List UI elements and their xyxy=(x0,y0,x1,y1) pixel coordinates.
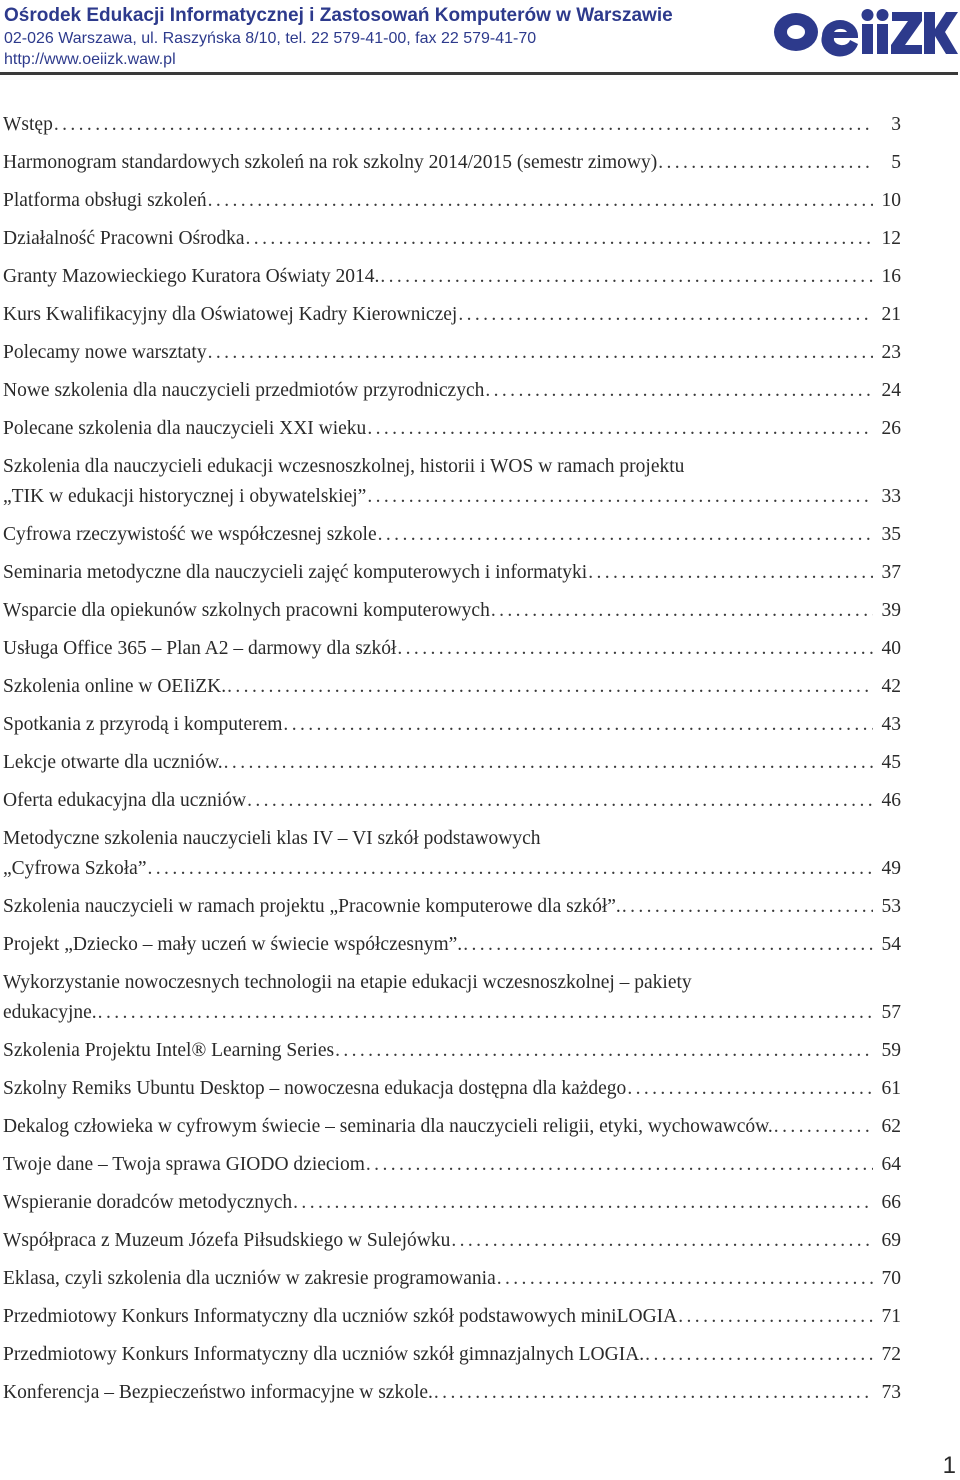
toc-entry[interactable] xyxy=(3,1228,901,1254)
toc-dot-leader xyxy=(451,1228,873,1254)
toc-dot-leader xyxy=(246,226,873,252)
toc-entry[interactable] xyxy=(3,712,901,738)
toc-entry-title: „TIK w edukacji historycznej i obywatelskiej” xyxy=(3,486,367,507)
toc-dot-leader xyxy=(622,894,873,920)
toc-entry[interactable] xyxy=(3,636,901,662)
toc-dot-leader xyxy=(208,188,873,214)
toc-entry-line xyxy=(3,302,901,328)
toc-entry[interactable] xyxy=(3,1190,901,1216)
toc-entry-page: 62 xyxy=(881,1116,901,1137)
toc-dot-leader xyxy=(491,598,873,624)
toc-entry-line xyxy=(3,340,901,366)
toc-dot-leader xyxy=(485,378,873,404)
toc-entry-line xyxy=(3,188,901,214)
toc-entry-page: 72 xyxy=(881,1344,901,1365)
toc-entry-line xyxy=(3,378,901,404)
toc-entry-line xyxy=(3,416,901,442)
toc-entry-page: 40 xyxy=(881,638,901,659)
toc-dot-leader xyxy=(148,856,874,882)
toc-entry-title: Nowe szkolenia dla nauczycieli przedmiotów przyrodniczych xyxy=(3,380,485,401)
toc-entry[interactable] xyxy=(3,340,901,366)
toc-entry[interactable] xyxy=(3,970,901,1026)
toc-dot-leader xyxy=(98,1000,873,1026)
toc-entry-line xyxy=(3,484,901,510)
toc-entry[interactable] xyxy=(3,1304,901,1330)
toc-entry-title: Lekcje otwarte dla uczniów. xyxy=(3,752,223,773)
toc-dot-leader xyxy=(54,112,873,138)
toc-entry[interactable] xyxy=(3,1076,901,1102)
toc-entry-title: Eklasa, czyli szkolenia dla uczniów w zakresie programowania xyxy=(3,1268,496,1289)
toc-dot-leader xyxy=(397,636,873,662)
toc-entry-page: 10 xyxy=(881,190,901,211)
toc-entry-page: 59 xyxy=(881,1040,901,1061)
toc-entry[interactable] xyxy=(3,416,901,442)
toc-entry-line xyxy=(3,1228,901,1254)
toc-entry-title: Wsparcie dla opiekunów szkolnych pracowni komputerowych xyxy=(3,600,490,621)
toc-entry-title: Seminaria metodyczne dla nauczycieli zajęć komputerowych i informatyki xyxy=(3,562,588,583)
toc-entry-line xyxy=(3,1076,901,1102)
toc-entry-title: Wstęp xyxy=(3,114,53,135)
toc-entry-title: Konferencja – Bezpieczeństwo informacyjne w szkole. xyxy=(3,1382,433,1403)
toc-entry-title-line: Metodyczne szkolenia nauczycieli klas IV – VI szkół podstawowych xyxy=(3,828,541,849)
toc-entry-line xyxy=(3,1266,901,1292)
toc-entry-line xyxy=(3,1342,901,1368)
org-address: 02-026 Warszawa, ul. Raszyńska 8/10, tel. 22 579-41-00, fax 22 579-41-70 xyxy=(4,30,537,47)
toc-entry-title: Szkolenia Projektu Intel® Learning Series xyxy=(3,1040,335,1061)
toc-entry-page: 64 xyxy=(881,1154,901,1175)
toc-entry-title: „Cyfrowa Szkoła” xyxy=(3,858,147,879)
toc-entry[interactable] xyxy=(3,226,901,252)
toc-dot-leader xyxy=(458,302,873,328)
toc-entry-title: Projekt „Dziecko – mały uczeń w świecie współczesnym”. xyxy=(3,934,463,955)
toc-entry-page: 24 xyxy=(881,380,901,401)
toc-entry-page: 73 xyxy=(881,1382,901,1403)
toc-dot-leader xyxy=(293,1190,873,1216)
toc-entry-title: Działalność Pracowni Ośrodka xyxy=(3,228,245,249)
toc-entry-line xyxy=(3,112,901,138)
toc-entry-page: 12 xyxy=(881,228,901,249)
toc-entry-title: Cyfrowa rzeczywistość we współczesnej szkole xyxy=(3,524,377,545)
toc-entry-title: Dekalog człowieka w cyfrowym świecie – seminaria dla nauczycieli religii, etyki, wychowawców. xyxy=(3,1116,773,1137)
toc-entry[interactable] xyxy=(3,454,901,510)
toc-entry-page: 26 xyxy=(881,418,901,439)
toc-dot-leader xyxy=(497,1266,873,1292)
toc-entry[interactable] xyxy=(3,1038,901,1064)
toc-entry-line xyxy=(3,636,901,662)
toc-entry-title: Współpraca z Muzeum Józefa Piłsudskiego w Sulejówku xyxy=(3,1230,451,1251)
toc-entry-page: 39 xyxy=(881,600,901,621)
toc-entry-line xyxy=(3,932,901,958)
toc-entry-page: 53 xyxy=(881,896,901,917)
toc-entry[interactable] xyxy=(3,932,901,958)
toc-dot-leader xyxy=(774,1114,873,1140)
toc-entry[interactable] xyxy=(3,750,901,776)
toc-entry-page: 54 xyxy=(881,934,901,955)
toc-entry[interactable] xyxy=(3,1152,901,1178)
toc-entry-page: 43 xyxy=(881,714,901,735)
toc-entry-page: 23 xyxy=(881,342,901,363)
toc-entry-line xyxy=(3,1114,901,1140)
toc-dot-leader xyxy=(627,1076,873,1102)
toc-entry[interactable] xyxy=(3,1380,901,1406)
toc-entry-title: Wspieranie doradców metodycznych xyxy=(3,1192,293,1213)
toc-dot-leader xyxy=(658,150,873,176)
toc-entry-title-line: Szkolenia dla nauczycieli edukacji wczesnoszkolnej, historii i WOS w ramach projektu xyxy=(3,456,685,477)
header-text xyxy=(4,4,673,70)
toc-entry-line xyxy=(3,1304,901,1330)
toc-entry[interactable] xyxy=(3,302,901,328)
toc-entry-page: 61 xyxy=(881,1078,901,1099)
toc-entry-line xyxy=(3,522,901,548)
toc-entry[interactable] xyxy=(3,188,901,214)
toc-entry[interactable] xyxy=(3,1114,901,1140)
toc-entry-title: Oferta edukacyjna dla uczniów xyxy=(3,790,247,811)
toc-entry-page: 71 xyxy=(881,1306,901,1327)
toc-dot-leader xyxy=(645,1342,873,1368)
table-of-contents xyxy=(3,112,901,1418)
toc-dot-leader xyxy=(367,484,873,510)
toc-entry-title: Szkolny Remiks Ubuntu Desktop – nowoczesna edukacja dostępna dla każdego xyxy=(3,1078,627,1099)
toc-entry-page: 16 xyxy=(881,266,901,287)
page-header xyxy=(0,0,960,76)
toc-entry[interactable] xyxy=(3,788,901,814)
toc-entry[interactable] xyxy=(3,522,901,548)
toc-entry-title: Spotkania z przyrodą i komputerem xyxy=(3,714,283,735)
toc-entry-line xyxy=(3,150,901,176)
toc-entry-page: 37 xyxy=(881,562,901,583)
toc-entry-line xyxy=(3,1000,901,1026)
toc-dot-leader xyxy=(227,674,873,700)
toc-entry-title: Platforma obsługi szkoleń xyxy=(3,190,207,211)
org-url[interactable]: http://www.oeiizk.waw.pl xyxy=(4,51,176,68)
toc-entry-line xyxy=(3,1190,901,1216)
toc-entry-title: Twoje dane – Twoja sprawa GIODO dzieciom xyxy=(3,1154,365,1175)
toc-entry-page: 69 xyxy=(881,1230,901,1251)
toc-entry-title: Przedmiotowy Konkurs Informatyczny dla uczniów szkół podstawowych miniLOGIA xyxy=(3,1306,678,1327)
toc-entry-title: Polecamy nowe warsztaty xyxy=(3,342,207,363)
toc-entry[interactable] xyxy=(3,674,901,700)
toc-dot-leader xyxy=(588,560,873,586)
toc-dot-leader xyxy=(283,712,873,738)
toc-dot-leader xyxy=(678,1304,873,1330)
toc-dot-leader xyxy=(335,1038,873,1064)
toc-entry-page: 66 xyxy=(881,1192,901,1213)
toc-entry-line xyxy=(3,264,901,290)
toc-entry-title: Kurs Kwalifikacyjny dla Oświatowej Kadry Kierowniczej xyxy=(3,304,458,325)
toc-entry-line xyxy=(3,674,901,700)
toc-dot-leader xyxy=(434,1380,873,1406)
org-name: Ośrodek Edukacji Informatycznej i Zastosowań Komputerów w Warszawie xyxy=(4,5,673,26)
toc-entry-page: 33 xyxy=(881,486,901,507)
toc-entry[interactable] xyxy=(3,150,901,176)
toc-entry-page: 49 xyxy=(881,858,901,879)
toc-entry-line xyxy=(3,598,901,624)
toc-entry-title: edukacyjne. xyxy=(3,1002,97,1023)
toc-entry-line xyxy=(3,712,901,738)
toc-dot-leader xyxy=(378,522,873,548)
toc-entry-page: 57 xyxy=(881,1002,901,1023)
toc-entry-line xyxy=(3,1380,901,1406)
toc-entry-page: 3 xyxy=(891,114,901,135)
toc-entry-title: Harmonogram standardowych szkoleń na rok szkolny 2014/2015 (semestr zimowy) xyxy=(3,152,658,173)
toc-entry-line xyxy=(3,856,901,882)
header-divider xyxy=(0,72,958,75)
toc-entry-page: 45 xyxy=(881,752,901,773)
toc-entry-title: Granty Mazowieckiego Kuratora Oświaty 2014. xyxy=(3,266,380,287)
toc-entry[interactable] xyxy=(3,1266,901,1292)
oeiizk-logo xyxy=(770,6,958,58)
toc-entry-title: Szkolenia nauczycieli w ramach projektu „Pracownie komputerowe dla szkół”. xyxy=(3,896,621,917)
toc-entry-line xyxy=(3,1152,901,1178)
toc-entry[interactable] xyxy=(3,112,901,138)
toc-dot-leader xyxy=(463,932,873,958)
toc-entry-title: Przedmiotowy Konkurs Informatyczny dla uczniów szkół gimnazjalnych LOGIA. xyxy=(3,1344,645,1365)
toc-dot-leader xyxy=(367,416,873,442)
toc-entry[interactable] xyxy=(3,598,901,624)
toc-entry-line xyxy=(3,788,901,814)
toc-entry-line xyxy=(3,226,901,252)
toc-entry-title-line: Wykorzystanie nowoczesnych technologii na etapie edukacji wczesnoszkolnej – pakiety xyxy=(3,972,692,993)
toc-entry[interactable] xyxy=(3,378,901,404)
toc-dot-leader xyxy=(208,340,873,366)
toc-dot-leader xyxy=(224,750,873,776)
toc-entry-title: Polecane szkolenia dla nauczycieli XXI wieku xyxy=(3,418,367,439)
toc-entry-line xyxy=(3,750,901,776)
toc-entry[interactable] xyxy=(3,560,901,586)
toc-entry-page: 5 xyxy=(891,152,901,173)
toc-entry-title: Usługa Office 365 – Plan A2 – darmowy dla szkół xyxy=(3,638,397,659)
toc-entry-line xyxy=(3,1038,901,1064)
toc-entry[interactable] xyxy=(3,826,901,882)
toc-entry-page: 35 xyxy=(881,524,901,545)
toc-entry-page: 70 xyxy=(881,1268,901,1289)
toc-entry[interactable] xyxy=(3,1342,901,1368)
toc-dot-leader xyxy=(366,1152,873,1178)
toc-entry-title: Szkolenia online w OEIiZK. xyxy=(3,676,227,697)
toc-dot-leader xyxy=(380,264,873,290)
toc-entry-page: 46 xyxy=(881,790,901,811)
toc-entry-page: 42 xyxy=(881,676,901,697)
toc-entry-page: 21 xyxy=(881,304,901,325)
toc-entry-line xyxy=(3,560,901,586)
page-number: 1 xyxy=(942,1452,956,1479)
toc-entry-line xyxy=(3,894,901,920)
toc-entry[interactable] xyxy=(3,264,901,290)
toc-entry[interactable] xyxy=(3,894,901,920)
toc-dot-leader xyxy=(247,788,873,814)
